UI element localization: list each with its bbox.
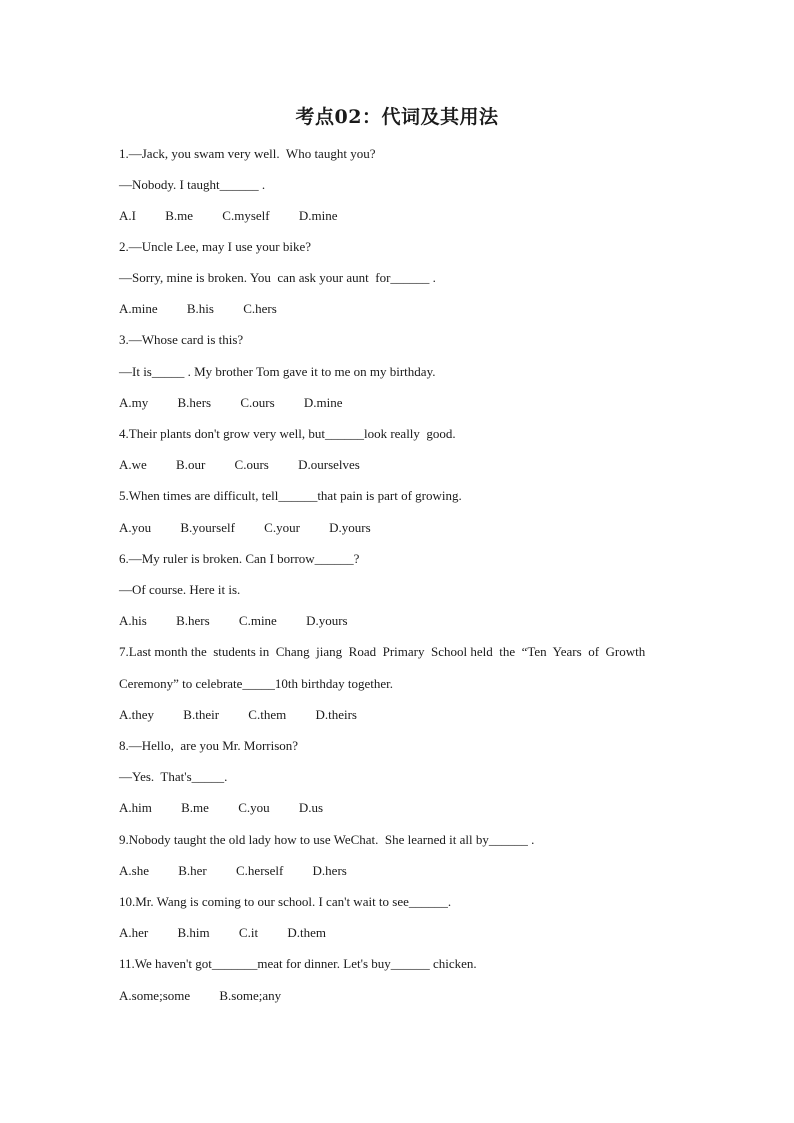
question-1-response: —Nobody. I taught______ . [119,177,266,192]
question-10-prompt: 10.Mr. Wang is coming to our school. I can't wait to see______. [119,894,452,909]
question-8-prompt: 8.—Hello, are you Mr. Morrison? [119,738,299,753]
option-b: B.his [186,301,214,316]
option-a: A.some;some [119,988,191,1003]
question-8-response: —Yes. That's_____. [119,769,228,784]
question-2-prompt: 2.—Uncle Lee, may I use your bike? [119,239,312,254]
question-2-response: —Sorry, mine is broken. You can ask your aunt for______ . [119,270,436,285]
question-2-options [119,300,277,318]
option-b: B.yourself [180,520,235,535]
question-6-options [119,612,348,630]
option-a: A.you [119,520,152,535]
option-c: C.mine [238,613,277,628]
option-a: A.I [119,208,136,223]
question-5-options [119,519,371,537]
option-b: B.their [183,707,220,722]
option-c: C.ours [234,457,269,472]
option-d: D.them [287,925,326,940]
option-c: C.hers [243,301,277,316]
option-b: B.her [178,863,207,878]
option-a: A.her [119,925,149,940]
question-10-options [119,924,326,942]
option-d: D.theirs [315,707,357,722]
option-c: C.ours [240,395,275,410]
option-b: B.hers [177,395,212,410]
option-d: D.us [298,800,324,815]
question-1-options [119,207,337,225]
option-d: D.yours [306,613,348,628]
question-5-prompt: 5.When times are difficult, tell______that pain is part of growing. [119,488,462,503]
option-d: D.yours [329,520,371,535]
option-a: A.mine [119,301,158,316]
page-title: 考点02：代词及其用法 [295,106,499,128]
option-c: C.them [248,707,287,722]
option-b: B.me [165,208,194,223]
option-d: D.hers [312,863,347,878]
question-6-prompt: 6.—My ruler is broken. Can I borrow______? [119,551,360,566]
option-a: A.we [119,457,147,472]
option-d: D.mine [298,208,338,223]
option-d: D.mine [303,395,343,410]
question-7-prompt: 7.Last month the students in Chang jiang Road Primary School held the “Ten Years of Growth [119,644,646,659]
option-b: B.me [181,800,209,815]
option-c: C.it [238,925,259,940]
question-7-prompt-cont: Ceremony” to celebrate_____10th birthday together. [119,676,393,691]
option-a: A.him [119,800,152,815]
question-9-prompt: 9.Nobody taught the old lady how to use WeChat. She learned it all by______ . [119,832,535,847]
option-a: A.his [119,613,147,628]
option-a: A.they [119,707,155,722]
option-d: D.ourselves [298,457,360,472]
option-a: A.she [119,863,149,878]
question-7-options [119,706,357,724]
question-3-response: —It is_____ . My brother Tom gave it to me on my birthday. [119,364,436,379]
option-a: A.my [119,395,149,410]
option-b: B.our [176,457,206,472]
question-1-prompt: 1.—Jack, you swam very well. Who taught you? [119,146,376,161]
question-11-prompt: 11.We haven't got_______meat for dinner. Let's buy______ chicken. [119,956,477,971]
question-9-options [119,862,347,880]
option-c: C.herself [236,863,284,878]
option-b: B.some;any [219,988,282,1003]
question-3-options [119,394,343,412]
option-b: B.hers [176,613,210,628]
option-c: C.myself [222,208,270,223]
question-6-response: —Of course. Here it is. [119,582,241,597]
question-4-prompt: 4.Their plants don't grow very well, but______look really good. [119,426,456,441]
question-3-prompt: 3.—Whose card is this? [119,332,244,347]
option-c: C.you [238,800,270,815]
question-4-options [119,456,360,474]
question-8-options [119,799,323,817]
option-b: B.him [177,925,210,940]
option-c: C.your [264,520,300,535]
question-11-options [119,987,281,1005]
